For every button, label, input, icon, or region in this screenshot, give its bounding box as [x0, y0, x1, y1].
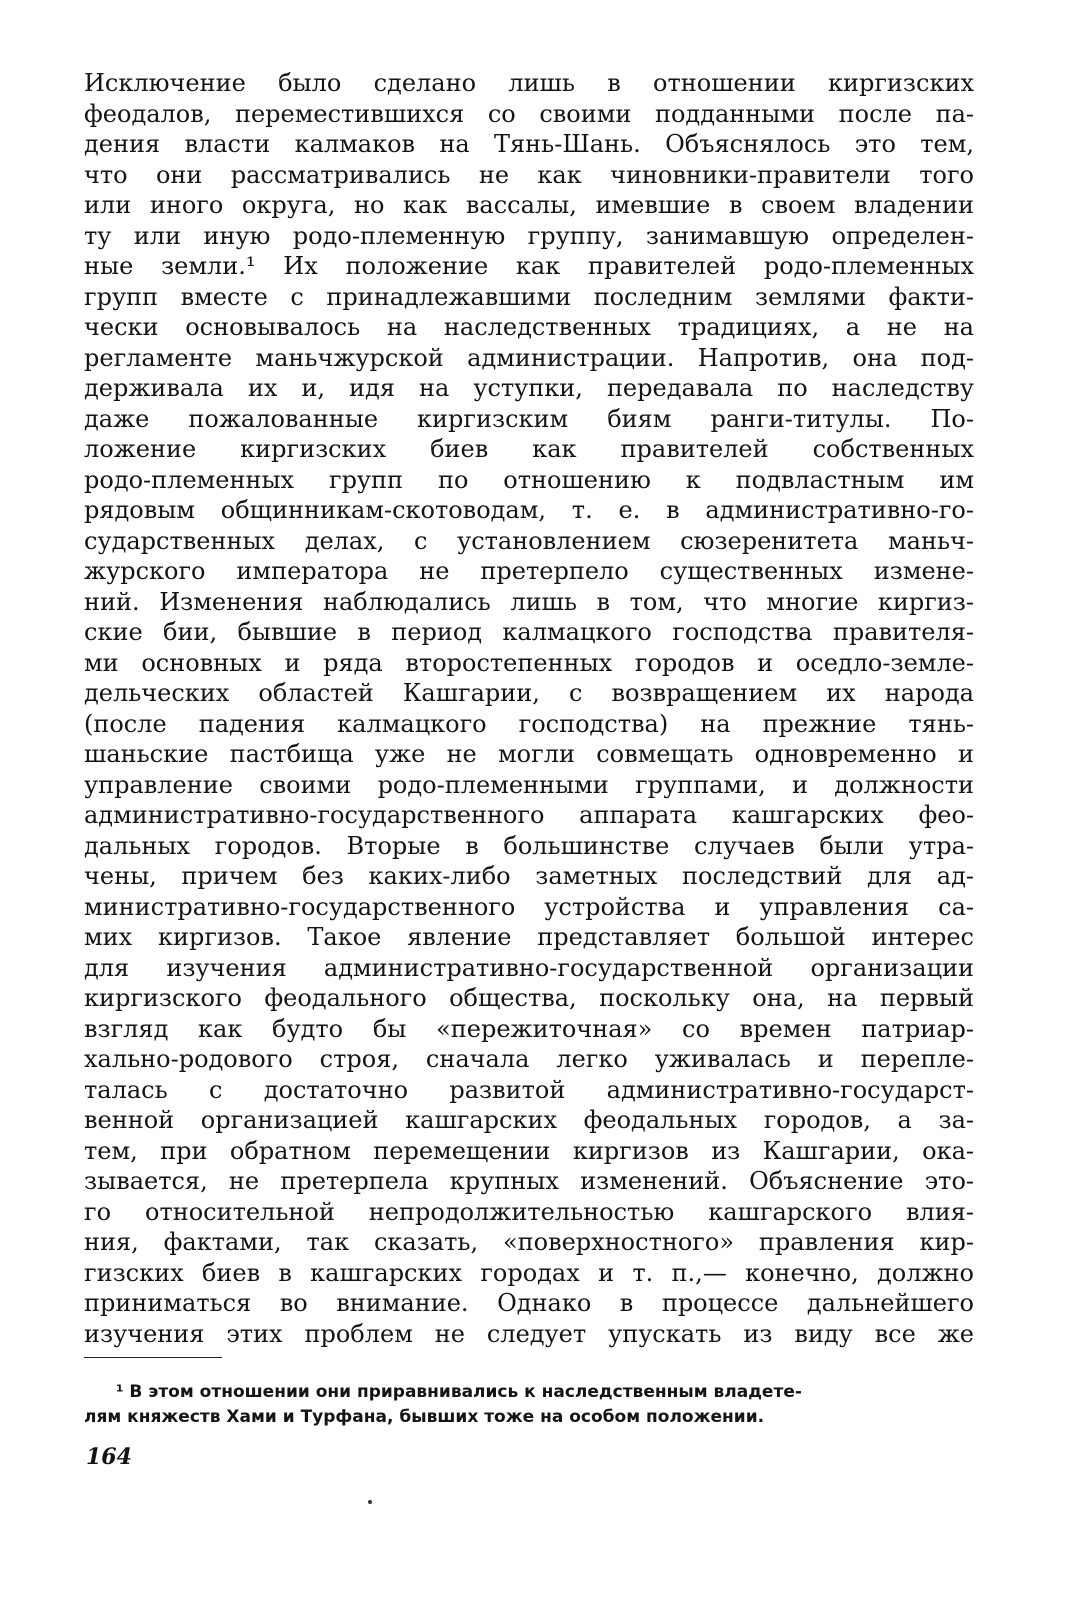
- text-line: киргизского феодального общества, поскольку она, на первый: [84, 984, 974, 1012]
- text-line: министративно-государственного устройства и управления са-: [84, 892, 974, 921]
- text-line: для изучения административно-государственной организации: [84, 953, 974, 982]
- text-line: талась с достаточно развитой административно-государст-: [84, 1075, 974, 1104]
- text-line: дальных городов. Вторые в большинстве случаев были утра-: [84, 831, 974, 860]
- text-line: шаньские пастбища уже не могли совмещать одновременно и: [84, 740, 974, 768]
- text-line: ту или иную родо-племенную группу, занимавшую определен-: [84, 221, 974, 250]
- print-speck: [368, 1500, 372, 1504]
- text-line: мих киргизов. Такое явление представляет большой интерес: [84, 923, 974, 951]
- text-line: административно-государственного аппарата кашгарских фео-: [84, 801, 974, 829]
- text-line: венной организацией кашгарских феодальных городов, а за-: [84, 1106, 974, 1134]
- text-line: го относительной непродолжительностью кашгарского влия-: [84, 1197, 974, 1226]
- text-line: хально-родового строя, сначала легко уживалась и перепле-: [84, 1045, 974, 1073]
- text-line: журского императора не претерпело существенных измене-: [84, 557, 974, 585]
- text-line: родо-племенных групп по отношению к подвластным им: [84, 465, 974, 494]
- text-line: ми основных и ряда второстепенных городов и оседло-земле-: [84, 648, 974, 677]
- text-line: или иного округа, но как вассалы, имевшие в своем владении: [84, 191, 974, 219]
- text-line: чены, причем без каких-либо заметных последствий для ад-: [84, 862, 974, 890]
- text-line: изучения этих проблем не следует упускать из виду все же: [84, 1319, 974, 1348]
- page-number: 164: [86, 1444, 132, 1470]
- text-line: групп вместе с принадлежавшими последним землями факти-: [84, 282, 974, 311]
- text-line: ний. Изменения наблюдались лишь в том, что многие киргиз-: [84, 587, 974, 616]
- text-line: дения власти калмаков на Тянь-Шань. Объяснялось это тем,: [84, 130, 974, 158]
- text-line: регламенте маньчжурской администрации. Напротив, она под-: [84, 343, 974, 372]
- text-line: гизских биев в кашгарских городах и т. п.,— конечно, должно: [84, 1258, 974, 1287]
- text-line: держивала их и, идя на уступки, передавала по наследству: [84, 374, 974, 402]
- text-line: ния, фактами, так сказать, «поверхностного» правления кир-: [84, 1228, 974, 1256]
- text-line: тем, при обратном перемещении киргизов из Кашгарии, ока-: [84, 1136, 974, 1165]
- footnote-line: ¹ В этом отношении они приравнивались к наследственным владете-: [116, 1382, 802, 1402]
- text-line: (после падения калмацкого господства) на прежние тянь-: [84, 709, 974, 738]
- text-line: ские бии, бывшие в период калмацкого господства правителя-: [84, 618, 974, 646]
- text-line: управление своими родо-племенными группами, и должности: [84, 770, 974, 799]
- text-line: ные земли.¹ Их положение как правителей родо-племенных: [84, 252, 974, 280]
- text-line: чески основывалось на наследственных традициях, а не на: [84, 313, 974, 341]
- text-line: рядовым общинникам-скотоводам, т. е. в административно-го-: [84, 496, 974, 524]
- text-line: взгляд как будто бы «пережиточная» со времен патриар-: [84, 1014, 974, 1043]
- main-text: [84, 68, 974, 1349]
- text-line: феодалов, переместившихся со своими подданными после па-: [84, 99, 974, 128]
- text-line: что они рассматривались не как чиновники-правители того: [84, 160, 974, 189]
- text-line: дельческих областей Кашгарии, с возвращением их народа: [84, 679, 974, 707]
- text-line: ложение киргизских биев как правителей собственных: [84, 435, 974, 463]
- footnote: [84, 1380, 974, 1430]
- text-line: Исключение было сделано лишь в отношении киргизских: [84, 69, 974, 97]
- text-line: приниматься во внимание. Однако в процессе дальнейшего: [84, 1289, 974, 1317]
- text-line: даже пожалованные киргизским биям ранги-титулы. По-: [84, 404, 974, 433]
- text-line: зывается, не претерпела крупных изменений. Объяснение это-: [84, 1167, 974, 1195]
- text-line: сударственных делах, с установлением сюзеренитета маньч-: [84, 526, 974, 555]
- footnote-separator: [84, 1357, 222, 1358]
- footnote-line: лям княжеств Хами и Турфана, бывших тоже на особом положении.: [84, 1407, 765, 1427]
